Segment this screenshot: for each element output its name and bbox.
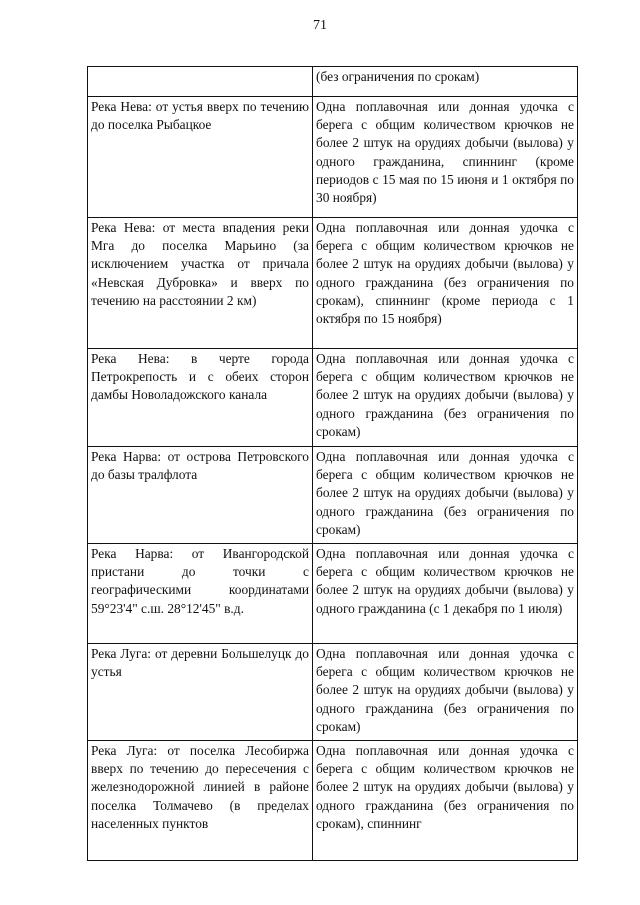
rule-cell [313,644,578,741]
rule-cell [313,97,578,218]
rule-text: Одна поплавочная или донная удочка с берега с общим количеством крючков не более 2 штук на орудиях добычи (вылова) у одного гражданина (без ограничения по срокам) [316,351,574,439]
location-cell [88,218,313,349]
rule-text: Одна поплавочная или донная удочка с берега с общим количеством крючков не более 2 штук на орудиях добычи (вылова) у одного гражданина (без ограничения по срокам) [316,449,574,537]
rule-cell [313,447,578,544]
table-row [88,741,578,861]
table-row [88,349,578,447]
rule-text: Одна поплавочная или донная удочка с берега с общим количеством крючков не более 2 штук на орудиях добычи (вылова) у одного гражданина (с 1 декабря по 1 июля) [316,546,574,616]
table-row [88,97,578,218]
rule-text: Одна поплавочная или донная удочка с берега с общим количеством крючков не более 2 штук на орудиях добычи (вылова) у одного гражданина (без ограничения по срокам) [316,646,574,734]
rule-cell [313,741,578,861]
location-text: Река Нарва: от Ивангородской пристани до точки с географическими координатами 59°23'4" с.ш. 28°12'45" в.д. [91,546,309,616]
location-text: Река Нева: в черте города Петрокрепость и с обеих сторон дамбы Новоладожского канала [91,351,309,403]
location-cell [88,67,313,97]
rule-text: Одна поплавочная или донная удочка с берега с общим количеством крючков не более 2 штук на орудиях добычи (вылова) у одного гражданина (без ограничения по срокам), спиннинг [316,743,574,831]
location-cell [88,644,313,741]
page-number: 71 [313,18,327,33]
table-row [88,544,578,644]
rule-cell [313,67,578,97]
rule-cell [313,349,578,447]
location-text: Река Нева: от устья вверх по течению до поселка Рыбацкое [91,99,309,133]
location-cell [88,447,313,544]
rule-text: (без ограничения по срокам) [316,69,480,84]
location-cell [88,349,313,447]
location-text: Река Нева: от места впадения реки Мга до поселка Марьино (за исключением участка от причала «Невская Дубровка» и вверх по течению на расстоянии 2 км) [91,220,309,308]
rule-cell [313,218,578,349]
location-cell [88,544,313,644]
regulations-table [87,66,577,861]
location-text: Река Луга: от деревни Большелуцк до устья [91,646,309,680]
rule-text: Одна поплавочная или донная удочка с берега с общим количеством крючков не более 2 штук на орудиях добычи (вылова) у одного гражданина, спиннинг (кроме периодов с 15 мая по 15 июня и 1 октября по 30 ноября) [316,99,574,206]
table-row [88,447,578,544]
rule-text: Одна поплавочная или донная удочка с берега с общим количеством крючков не более 2 штук на орудиях добычи (вылова) у одного гражданина (без ограничения по срокам), спиннинг (кроме периода с 1 октября по 15 ноября) [316,220,574,327]
location-cell [88,741,313,861]
location-cell [88,97,313,218]
table-row [88,644,578,741]
table-row [88,67,578,97]
location-text: Река Луга: от поселка Лесобиржа вверх по течению до пересечения с железнодорожной линией в районе поселка Толмачево (в пределах населенных пунктов [91,743,309,831]
rule-cell [313,544,578,644]
fishing-rules-table [87,66,578,861]
location-text: Река Нарва: от острова Петровского до базы тралфлота [91,449,309,483]
table-row [88,218,578,349]
